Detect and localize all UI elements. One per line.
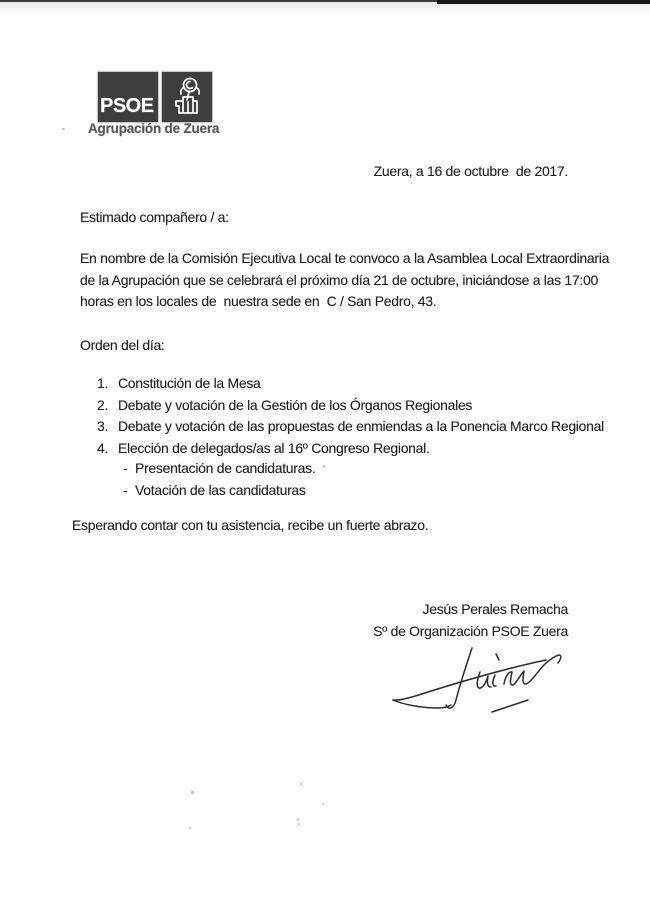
agenda-item <box>97 418 604 440</box>
body-paragraph <box>80 250 609 315</box>
scan-speck <box>191 791 194 794</box>
agenda-item <box>97 397 604 419</box>
scan-speck <box>297 818 299 821</box>
salutation: Estimado compañero / a: <box>80 209 229 225</box>
agenda-subitem-text: Votación de las candidaturas <box>135 482 306 498</box>
agenda-item-text: Debate y votación de las propuestas de enmiendas a la Ponencia Marco Regional <box>118 418 604 435</box>
body-line: de la Agrupación que se celebrará el próximo día 21 de octubre, iniciándose a las 17:00 <box>80 271 598 288</box>
scan-speck <box>300 783 302 785</box>
psoe-logo-emblem-block <box>162 72 212 122</box>
agenda-list <box>97 375 604 462</box>
letterhead-subtitle: Agrupación de Zuera <box>88 121 220 136</box>
agenda-heading: Orden del día: <box>80 337 165 353</box>
closing-line: Esperando contar con tu asistencia, recibe un fuerte abrazo. <box>72 517 429 533</box>
scan-edge-strip-left <box>0 0 442 2</box>
date-line: Zuera, a 16 de octubre de 2017. <box>373 163 568 179</box>
agenda-subitem <box>123 460 315 482</box>
scan-speck <box>298 823 300 825</box>
signer-role: Sº de Organización PSOE Zuera <box>373 623 568 639</box>
agenda-item-number: 4. <box>97 440 109 457</box>
scan-speck <box>189 827 191 829</box>
scan-speck <box>323 465 325 468</box>
agenda-subitem <box>123 482 315 504</box>
handwritten-signature <box>386 642 576 729</box>
agenda-subitem-dash: - <box>123 460 128 476</box>
agenda-item-text: Debate y votación de la Gestión de los Órganos Regionales <box>118 396 473 413</box>
agenda-item-number: 1. <box>97 375 109 391</box>
signer-name: Jesús Perales Remacha <box>422 601 568 617</box>
agenda-item-number: 3. <box>97 418 109 435</box>
body-line: horas en los locales de nuestra sede en C / San Pedro, 43. <box>80 293 437 309</box>
psoe-logo-text-block <box>98 72 158 122</box>
agenda-item-number: 2. <box>97 396 109 413</box>
scan-speck <box>322 803 324 805</box>
agenda-subitem-dash: - <box>123 482 128 498</box>
psoe-logo-wordmark: PSOE <box>100 95 154 117</box>
scan-speck <box>62 128 65 130</box>
psoe-logo <box>98 72 212 122</box>
agenda-subitem-text: Presentación de candidaturas. <box>135 460 316 476</box>
agenda-sublist <box>123 460 315 504</box>
agenda-item <box>97 440 604 462</box>
agenda-item-text: Constitución de la Mesa <box>118 375 261 391</box>
body-line: En nombre de la Comisión Ejecutiva Local te convoco a la Asamblea Local Extraordinaria <box>80 250 610 266</box>
agenda-item-text: Elección de delegados/as al 16º Congreso Regional. <box>118 440 430 457</box>
agenda-item <box>97 375 604 397</box>
scan-edge-strip-right <box>437 0 650 4</box>
signer-block <box>373 598 568 642</box>
